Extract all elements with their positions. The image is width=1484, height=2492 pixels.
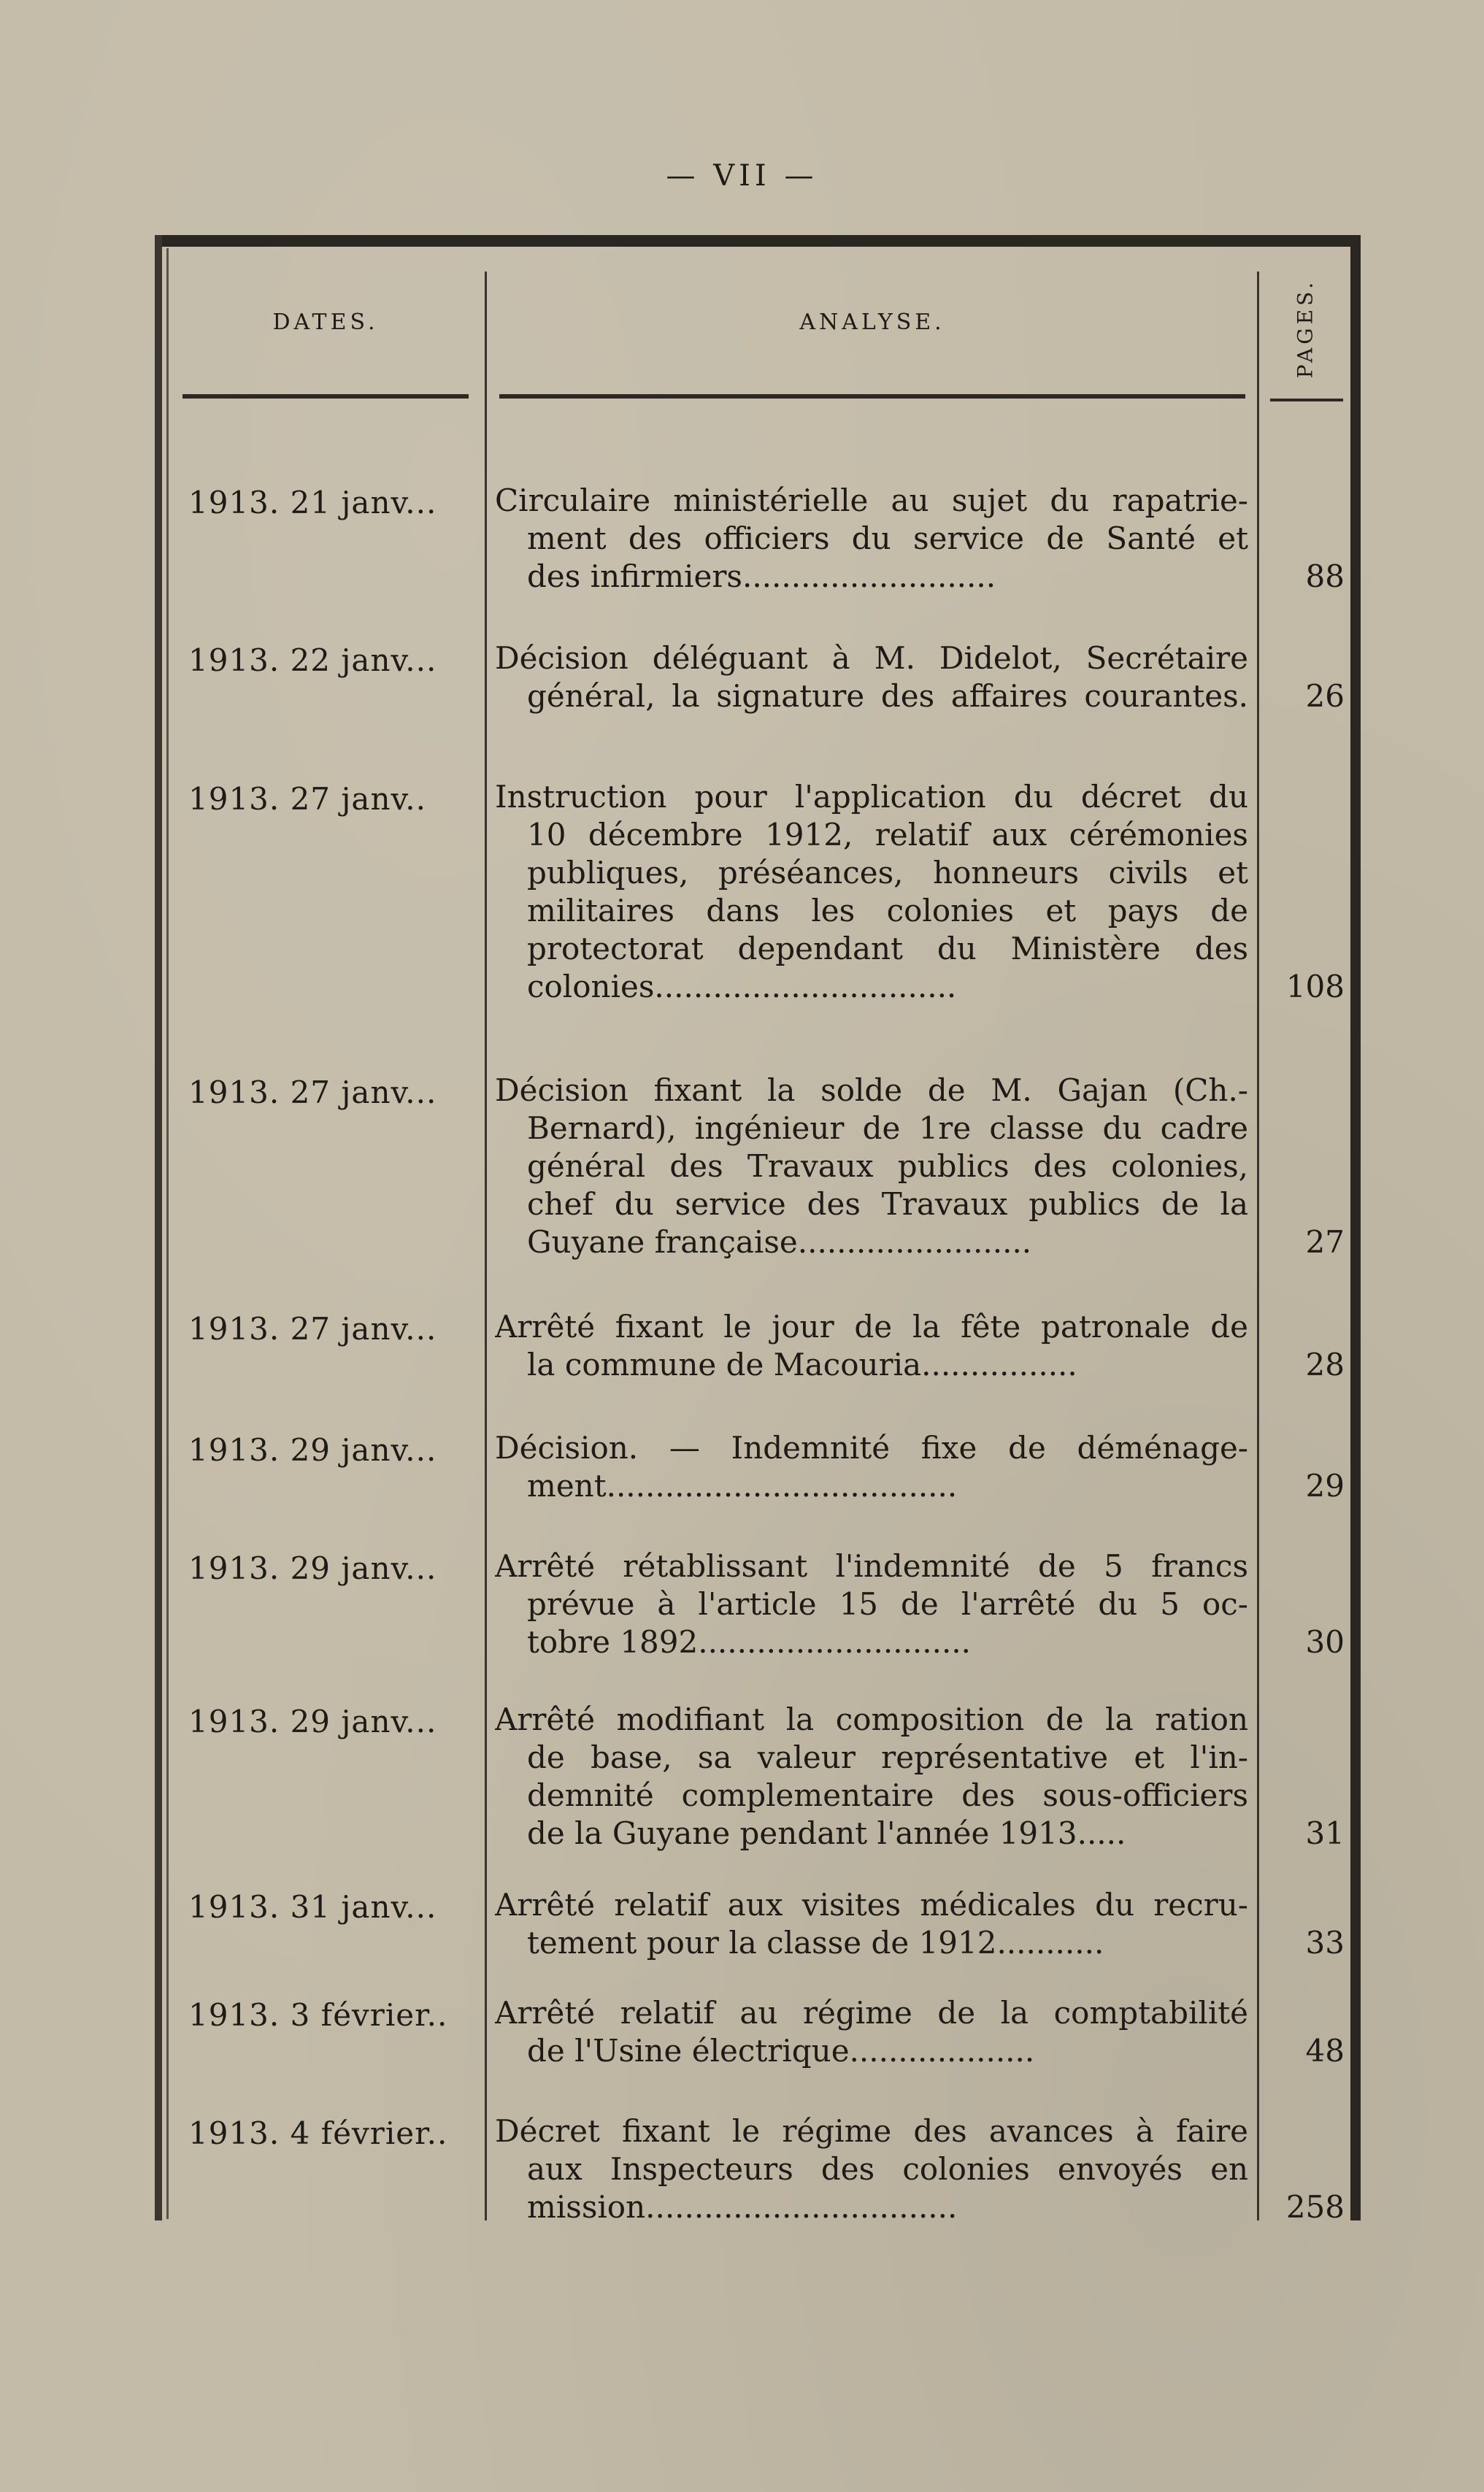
header-dates: DATES. [272, 309, 379, 335]
analyse-line: Arrêté modifiant la composition de la ration [495, 1701, 1248, 1737]
analyse-line: prévue à l'article 15 de l'arrêté du 5 oc- [527, 1586, 1248, 1622]
row-analyse [495, 1701, 1248, 1853]
table-top-border [155, 235, 1361, 247]
row-date: 1913. 27 janv... [188, 1311, 437, 1347]
header-rule-pages [1270, 399, 1343, 401]
analyse-line: demnité complementaire des sous-officiers [527, 1777, 1248, 1813]
row-page: 28 [1305, 1347, 1345, 1382]
analyse-line: Décret fixant le régime des avances à faire [495, 2113, 1248, 2149]
row-date: 1913. 29 janv... [188, 1432, 437, 1468]
header-pages [1283, 270, 1327, 387]
analyse-line: général des Travaux publics des colonies, [527, 1148, 1248, 1184]
header-rule-analyse [499, 394, 1245, 399]
analyse-line: Arrêté rétablissant l'indemnité de 5 francs [495, 1548, 1248, 1584]
analyse-line: protectorat dependant du Ministère des [527, 931, 1248, 966]
analyse-line: Arrêté relatif aux visites médicales du recru- [495, 1887, 1248, 1923]
row-page: 48 [1305, 2033, 1345, 2069]
row-page: 33 [1305, 1925, 1345, 1961]
header-pages-label: PAGES. [1293, 278, 1318, 379]
analyse-line: ment.................................... [527, 1468, 958, 1504]
row-date: 1913. 21 janv... [188, 485, 437, 520]
row-date: 1913. 29 janv... [188, 1550, 437, 1586]
analyse-line: Arrêté fixant le jour de la fête patronale de [495, 1309, 1248, 1345]
analyse-line: Circulaire ministérielle au sujet du rapatrie- [495, 482, 1248, 518]
analyse-line: aux Inspecteurs des colonies envoyés en [527, 2151, 1248, 2187]
row-page: 258 [1285, 2189, 1345, 2225]
analyse-line: tobre 1892............................ [527, 1624, 972, 1660]
analyse-line: colonies............................... [527, 969, 957, 1004]
analyse-line: de la Guyane pendant l'année 1913..... [527, 1815, 1126, 1851]
row-analyse [495, 778, 1248, 1006]
row-analyse [495, 1072, 1248, 1261]
analyse-line: chef du service des Travaux publics de la [527, 1186, 1248, 1222]
row-page: 31 [1305, 1815, 1345, 1851]
page-folio: — VII — [666, 159, 818, 193]
analyse-line: Arrêté relatif au régime de la comptabilité [495, 1995, 1248, 2031]
column-separator-dates [485, 272, 487, 2220]
analyse-line: Bernard), ingénieur de 1re classe du cadre [527, 1110, 1248, 1146]
analyse-line: général, la signature des affaires courantes. [527, 678, 1248, 714]
table-left-border [155, 235, 162, 2220]
analyse-line: la commune de Macouria................ [527, 1347, 1077, 1382]
analyse-line: ment des officiers du service de Santé et [527, 520, 1248, 556]
analyse-line: Guyane française........................ [527, 1224, 1032, 1260]
analyse-line: publiques, préséances, honneurs civils et [527, 855, 1248, 891]
row-date: 1913. 27 janv... [188, 1074, 437, 1110]
row-analyse [495, 1547, 1248, 1661]
analyse-line: mission................................ [527, 2189, 958, 2225]
table-right-border [1350, 235, 1361, 2220]
row-page: 26 [1305, 678, 1345, 714]
analyse-line: tement pour la classe de 1912........... [527, 1925, 1104, 1961]
analyse-line: de l'Usine électrique................... [527, 2033, 1035, 2069]
table-left-inner-border [166, 248, 169, 2219]
analyse-line: 10 décembre 1912, relatif aux cérémonies [527, 817, 1248, 853]
row-date: 1913. 22 janv... [188, 642, 437, 678]
row-analyse [495, 2112, 1248, 2226]
row-date: 1913. 3 février.. [188, 1997, 448, 2033]
row-analyse [495, 482, 1248, 596]
row-page: 29 [1305, 1468, 1345, 1504]
row-page: 30 [1305, 1624, 1345, 1660]
row-date: 1913. 4 février.. [188, 2115, 448, 2151]
row-date: 1913. 27 janv.. [188, 781, 426, 817]
analyse-line: de base, sa valeur représentative et l'in- [527, 1739, 1248, 1775]
row-page: 88 [1305, 558, 1345, 594]
analyse-line: Décision fixant la solde de M. Gajan (Ch.- [495, 1072, 1248, 1108]
row-page: 108 [1285, 969, 1345, 1004]
row-analyse [495, 639, 1248, 715]
analyse-line: Décision déléguant à M. Didelot, Secrétaire [495, 640, 1248, 676]
row-date: 1913. 31 janv... [188, 1889, 437, 1925]
row-page: 27 [1305, 1224, 1345, 1260]
row-analyse [495, 1429, 1248, 1505]
header-analyse: ANALYSE. [799, 309, 945, 335]
row-date: 1913. 29 janv... [188, 1704, 437, 1739]
row-analyse [495, 1994, 1248, 2070]
analyse-line: Décision. — Indemnité fixe de déménage- [495, 1430, 1248, 1466]
row-analyse [495, 1886, 1248, 1962]
analyse-line: des infirmiers.......................... [527, 558, 996, 594]
analyse-line: militaires dans les colonies et pays de [527, 893, 1248, 928]
header-rule-dates [182, 394, 469, 399]
row-analyse [495, 1308, 1248, 1384]
analyse-line: Instruction pour l'application du décret du [495, 779, 1248, 815]
